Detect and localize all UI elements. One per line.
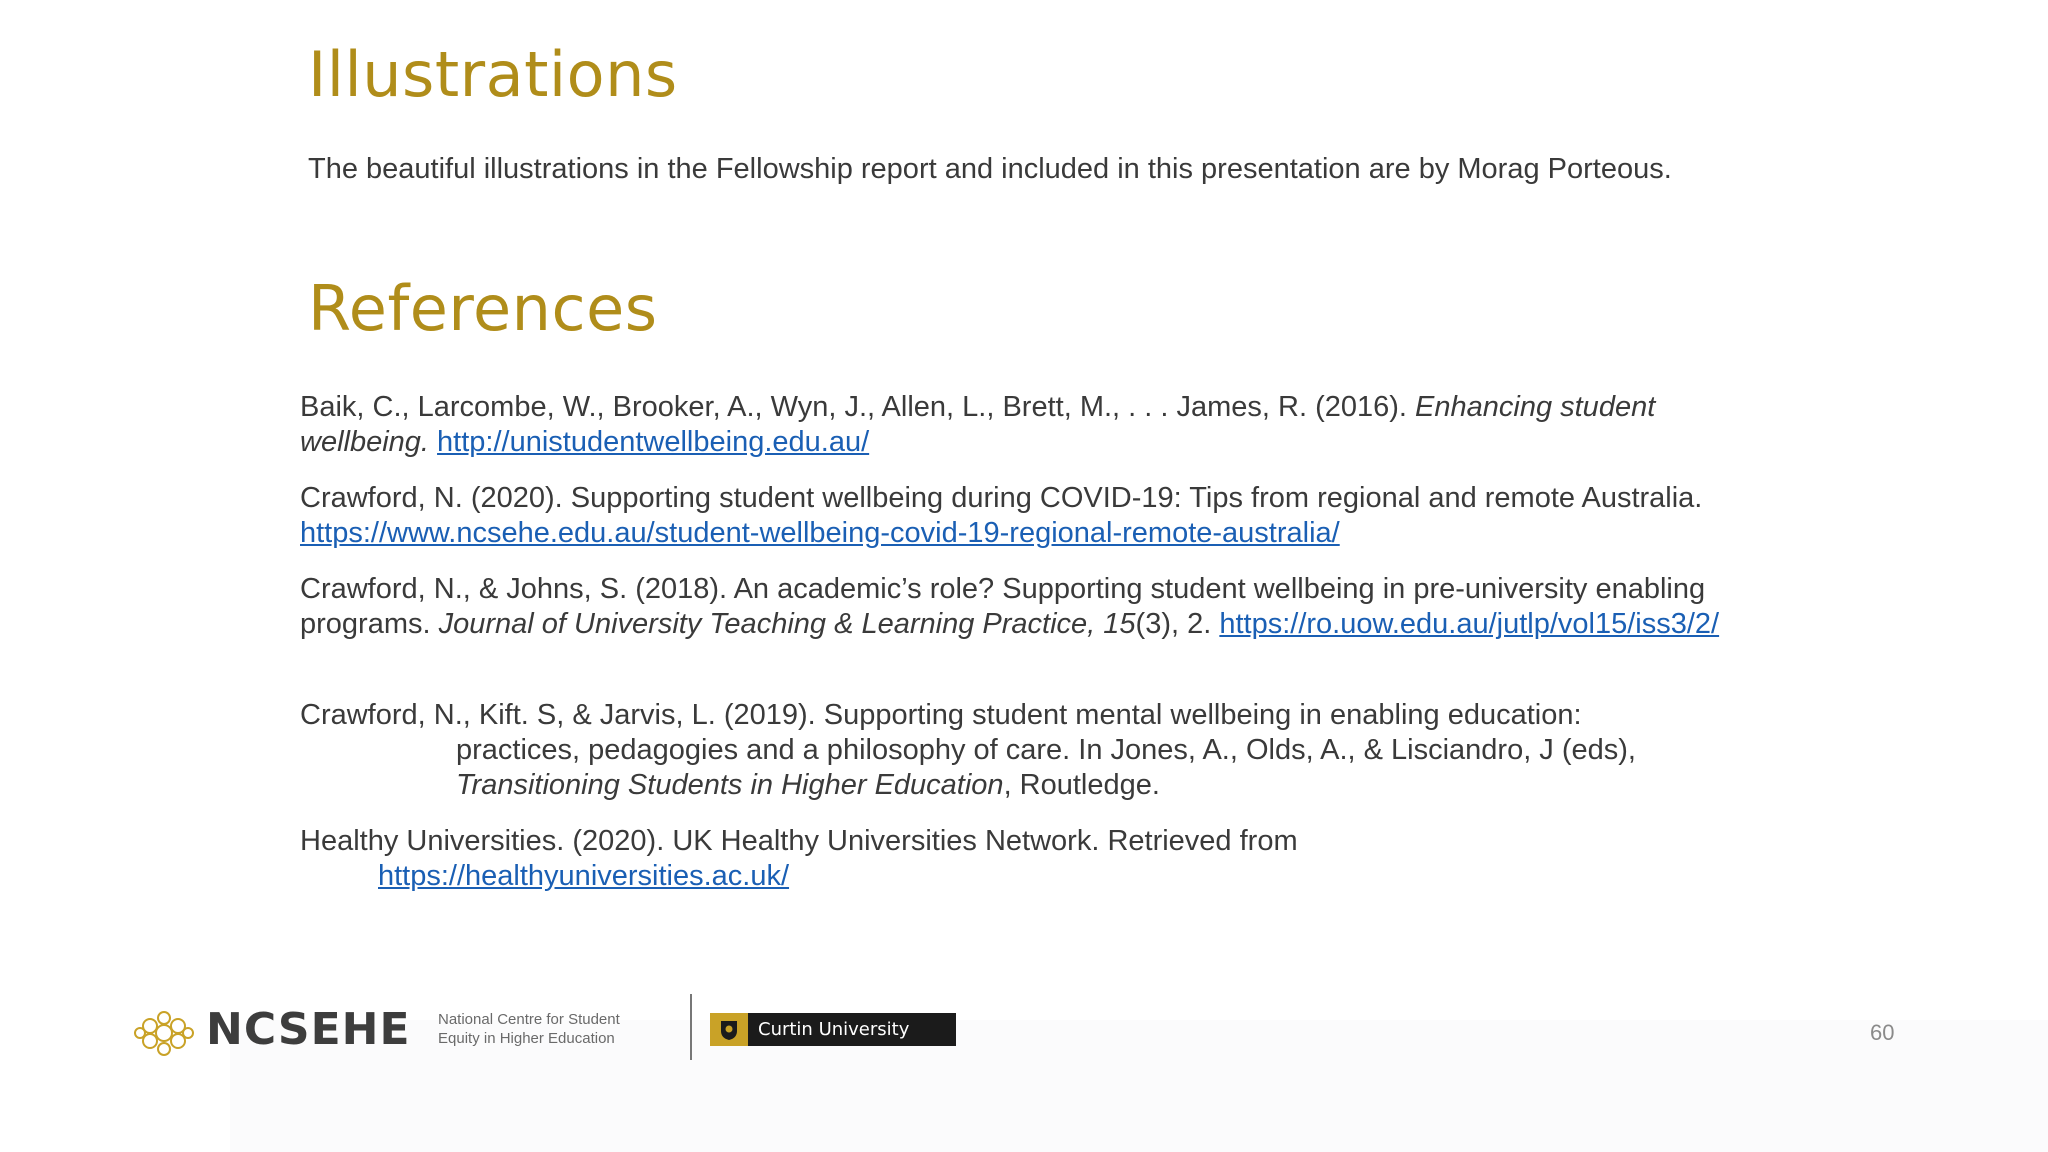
reference-link[interactable]: https://www.ncsehe.edu.au/student-wellbeing-covid-19-regional-remote-australia/ xyxy=(300,517,1340,549)
reference-text: Crawford, N. (2020). Supporting student wellbeing during COVID-19: Tips from regional and remote Australia. xyxy=(300,482,1703,514)
reference-publisher: , Routledge. xyxy=(1003,769,1160,801)
references-heading: References xyxy=(308,272,658,345)
reference-text: Crawford, N., & Johns, S. (2018). An academic’s role? Supporting student wellbeing in pre-university enabling programs. xyxy=(300,573,1706,640)
footer-shade xyxy=(230,1020,2048,1152)
ncsehe-subtitle-line: Equity in Higher Education xyxy=(438,1030,615,1047)
ncsehe-logo-icon xyxy=(134,1008,194,1058)
curtin-label: Curtin University xyxy=(758,1019,910,1040)
reference-link[interactable]: https://healthyuniversities.ac.uk/ xyxy=(378,860,790,892)
reference-text: practices, pedagogies and a philosophy of care. In Jones, A., Olds, A., & Lisciandro, J (eds), xyxy=(456,734,1636,766)
reference-continuation xyxy=(300,859,1760,894)
reference-issue: (3), 2. xyxy=(1135,608,1212,640)
reference-item xyxy=(300,481,1760,551)
ncsehe-wordmark: NCSEHE xyxy=(206,1004,411,1055)
reference-text: Healthy Universities. (2020). UK Healthy Universities Network. Retrieved from xyxy=(300,825,1298,857)
page-number: 60 xyxy=(1870,1020,1895,1045)
reference-continuation xyxy=(300,733,1760,803)
illustrations-text: The beautiful illustrations in the Fellowship report and included in this presentation are by Morag Porteous. xyxy=(308,153,1672,185)
reference-text: Baik, C., Larcombe, W., Brooker, A., Wyn, J., Allen, L., Brett, M., . . . James, R. (2016). xyxy=(300,391,1416,423)
reference-title: Enhancing student wellbeing. xyxy=(300,391,1656,458)
ncsehe-subtitle-line: National Centre for Student xyxy=(438,1011,620,1028)
reference-item xyxy=(300,390,1760,460)
reference-link[interactable]: https://ro.uow.edu.au/jutlp/vol15/iss3/2/ xyxy=(1219,608,1720,640)
reference-link[interactable]: http://unistudentwellbeing.edu.au/ xyxy=(437,426,870,458)
reference-item xyxy=(300,572,1760,642)
reference-text: Crawford, N., Kift. S, & Jarvis, L. (2019). Supporting student mental wellbeing in enabling education: xyxy=(300,699,1582,731)
illustrations-heading: Illustrations xyxy=(308,38,678,111)
reference-book: Transitioning Students in Higher Education xyxy=(456,769,1004,801)
reference-journal: Journal of University Teaching & Learning Practice, 15 xyxy=(438,608,1136,640)
reference-item xyxy=(300,824,1760,894)
reference-item xyxy=(300,698,1760,803)
